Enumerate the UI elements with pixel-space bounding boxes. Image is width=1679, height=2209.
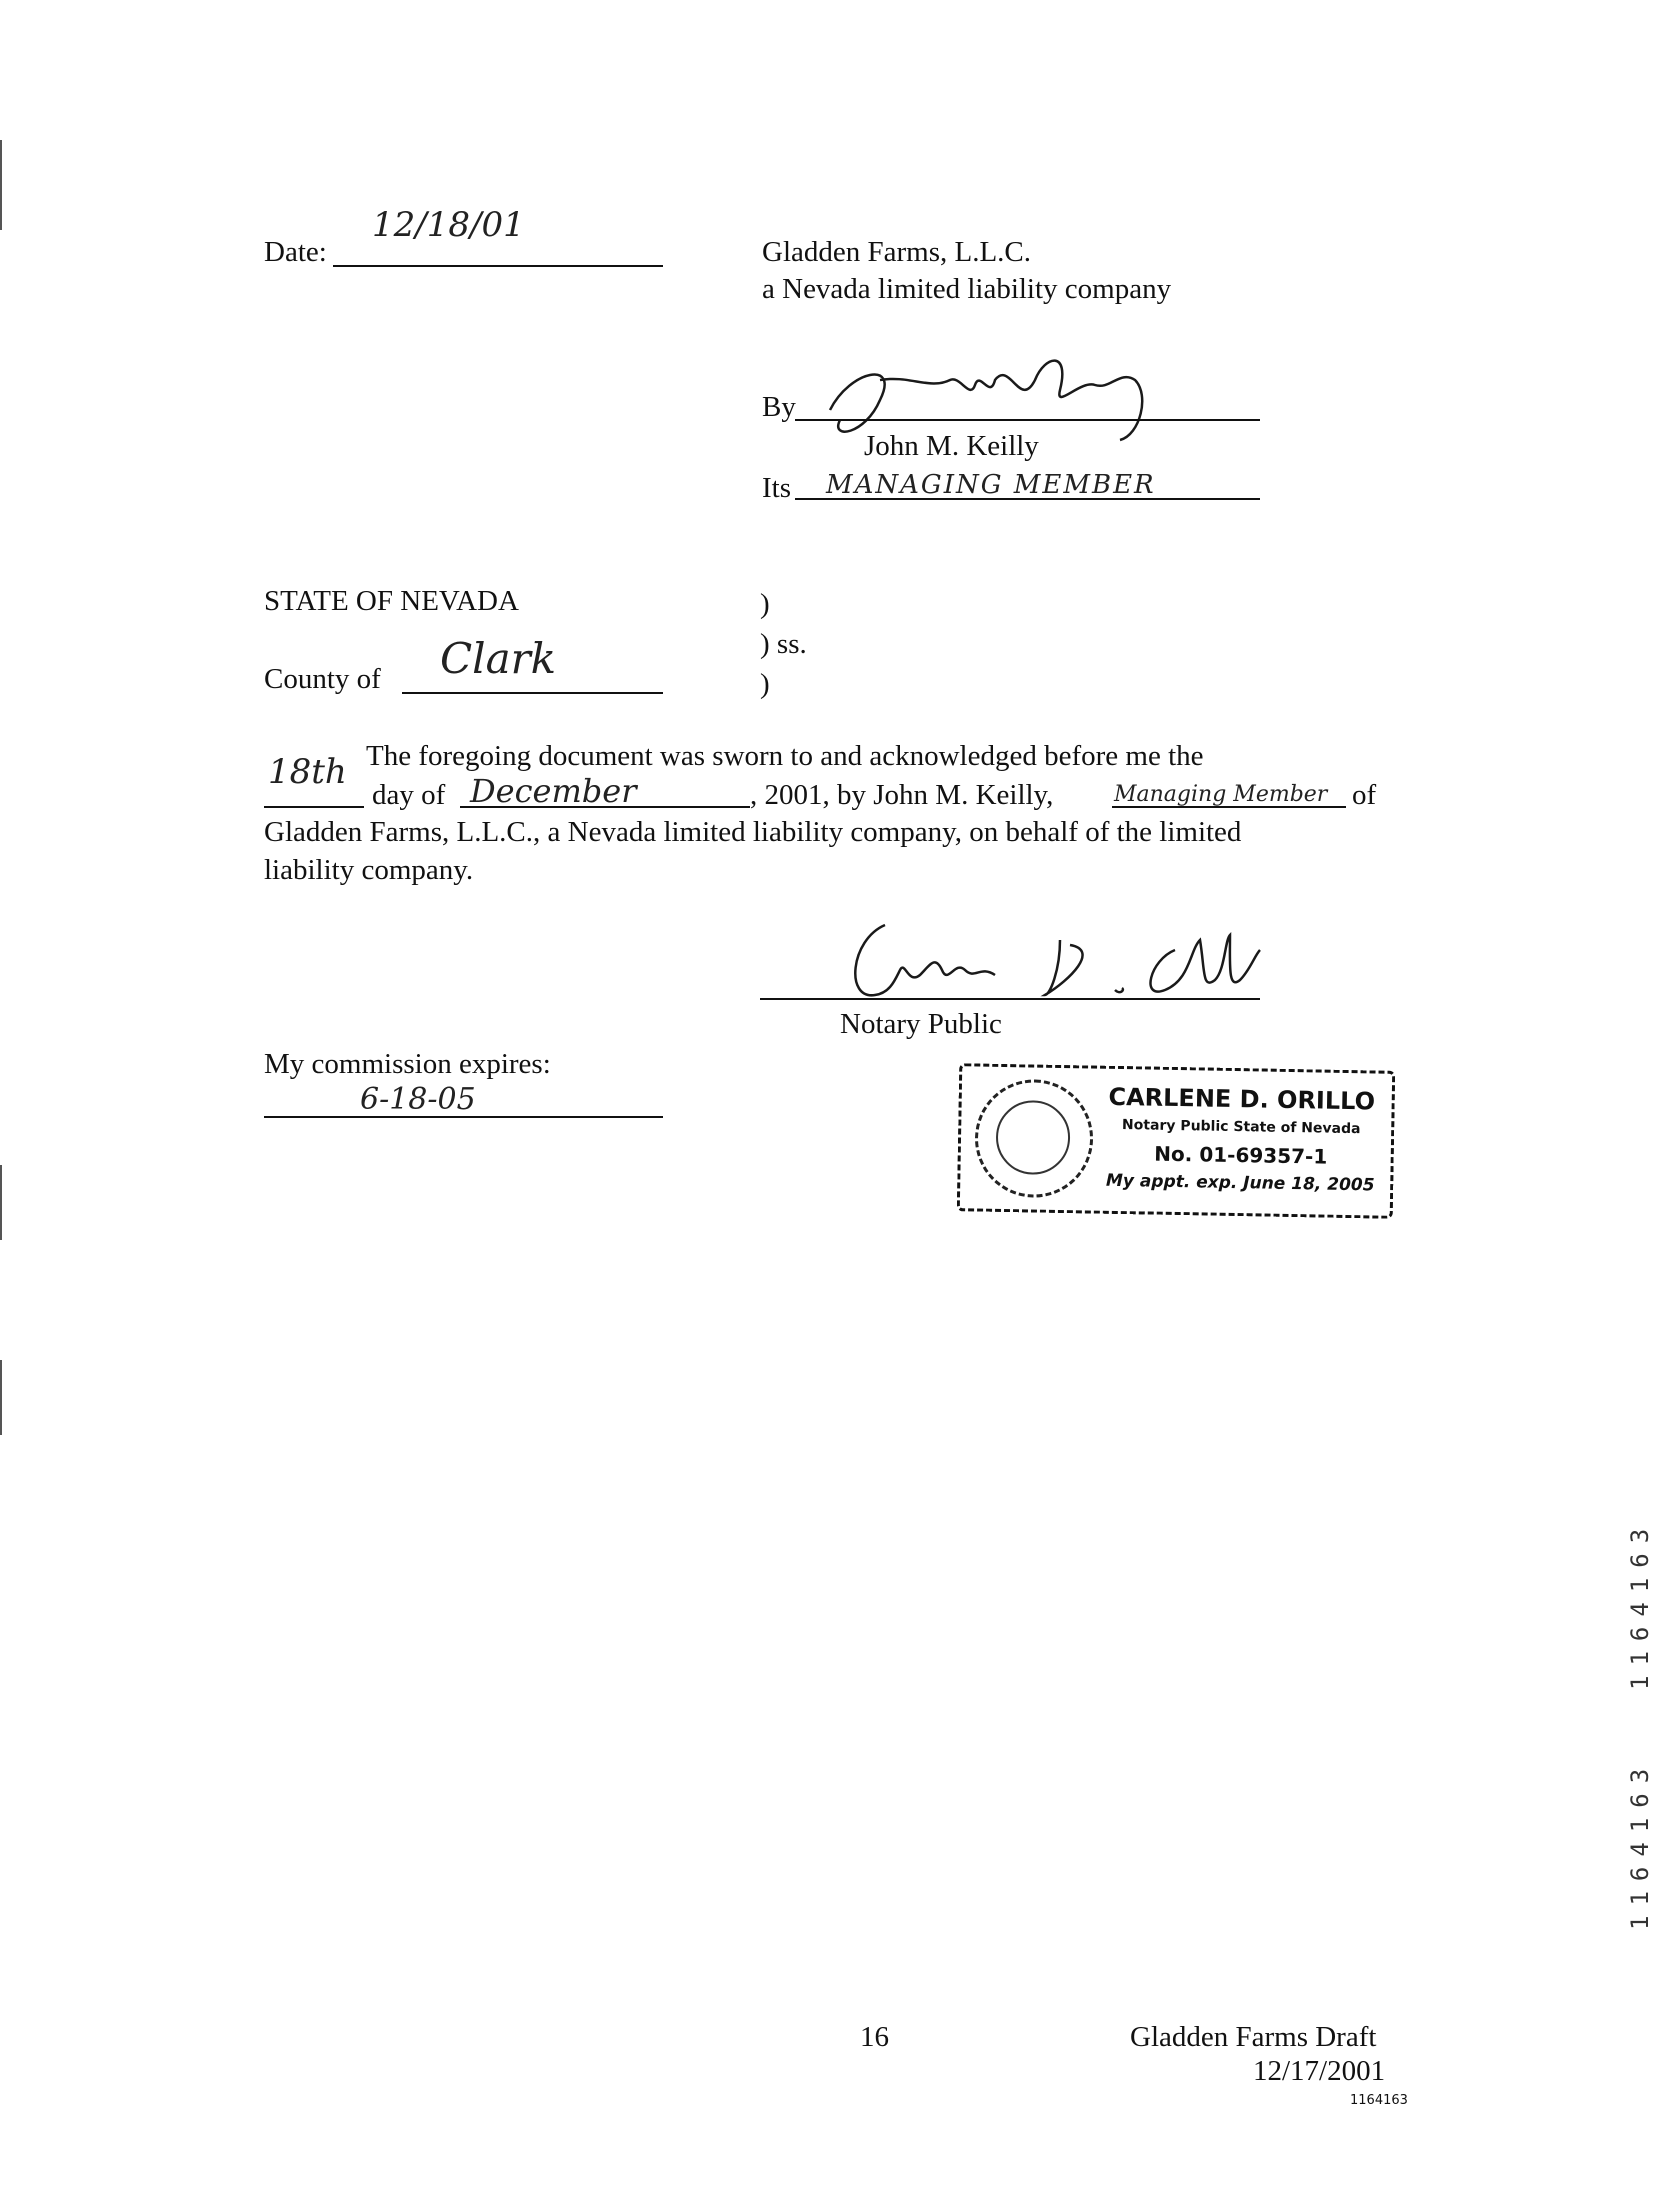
venue-paren: ) <box>760 668 770 700</box>
its-underline <box>795 498 1260 500</box>
doc-code: 1164163 <box>1350 2093 1408 2108</box>
ack-day-underline <box>264 806 364 808</box>
ack-of: of <box>1352 779 1377 811</box>
commission-label: My commission expires: <box>264 1048 551 1080</box>
signature-orillo <box>830 910 1270 1010</box>
margin-mark <box>0 1165 2 1240</box>
county-value: Clark <box>440 634 557 683</box>
ack-day-of: day of <box>372 779 446 811</box>
side-doc-code: 1164163 <box>1626 1518 1654 1690</box>
stamp-name: CARLENE D. ORILLO <box>1108 1082 1376 1116</box>
ack-title-underline <box>1112 806 1346 808</box>
county-underline <box>402 692 663 694</box>
margin-mark <box>0 1360 2 1435</box>
stamp-line3: No. 01-69357-1 <box>1154 1141 1328 1169</box>
venue-paren-ss: ) ss. <box>760 628 807 660</box>
margin-mark <box>0 140 2 230</box>
its-label: Its <box>762 472 791 504</box>
by-underline <box>795 419 1260 421</box>
its-value: MANAGING MEMBER <box>826 470 1156 500</box>
by-label: By <box>762 391 796 423</box>
notary-stamp <box>957 1063 1396 1219</box>
ack-year-text: , 2001, by John M. Keilly, <box>750 779 1054 811</box>
stamp-line2: Notary Public State of Nevada <box>1121 1117 1361 1138</box>
notary-signature-line <box>760 998 1260 1000</box>
ack-line3: Gladden Farms, L.L.C., a Nevada limited liability company, on behalf of the limited <box>264 816 1242 848</box>
ack-title-value: Managing Member <box>1114 782 1328 807</box>
state-heading: STATE OF NEVADA <box>264 585 519 617</box>
venue-paren: ) <box>760 588 770 620</box>
notary-seal-icon <box>974 1079 1094 1199</box>
ack-month-underline <box>460 806 750 808</box>
date-value: 12/18/01 <box>372 205 525 245</box>
date-underline <box>333 265 663 267</box>
county-label: County of <box>264 663 381 695</box>
draft-label: Gladden Farms Draft <box>1130 2021 1377 2053</box>
signer-name: John M. Keilly <box>864 430 1039 462</box>
ack-day-value: 18th <box>268 752 347 792</box>
ack-intro: The foregoing document was sworn to and acknowledged before me the <box>366 740 1204 772</box>
commission-underline <box>264 1116 663 1118</box>
company-description: a Nevada limited liability company <box>762 273 1172 305</box>
date-label: Date: <box>264 236 327 268</box>
page-number: 16 <box>860 2021 889 2053</box>
company-name: Gladden Farms, L.L.C. <box>762 236 1032 268</box>
draft-date: 12/17/2001 <box>1253 2055 1386 2087</box>
commission-value: 6-18-05 <box>360 1082 476 1117</box>
ack-month-value: December <box>470 772 637 810</box>
stamp-line4: My appt. exp. June 18, 2005 <box>1105 1170 1375 1196</box>
side-doc-code: 1164163 <box>1626 1758 1654 1930</box>
notary-label: Notary Public <box>840 1008 1002 1040</box>
ack-line4: liability company. <box>264 854 474 886</box>
